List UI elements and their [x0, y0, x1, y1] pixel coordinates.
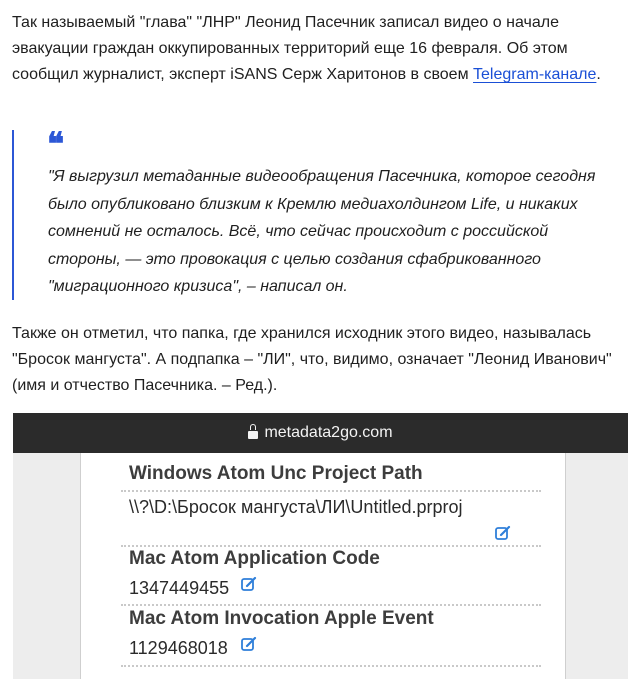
divider: [121, 665, 541, 667]
metadata-card: [80, 453, 566, 679]
telegram-channel-link[interactable]: Telegram-канале: [473, 66, 597, 83]
blockquote: [12, 125, 614, 300]
field-label-unc-path: Windows Atom Unc Project Path: [129, 463, 423, 484]
browser-url-bar: [13, 413, 628, 453]
divider: [121, 545, 541, 547]
intro-text: Так называемый "глава" "ЛНР" Леонид Пасечник записал видео о начале эвакуации граждан оккупированных территорий еще 16 февраля. Об этом сообщил журналист, эксперт iSANS Серж Харитонов в своем: [12, 14, 568, 83]
edit-icon[interactable]: [241, 636, 257, 652]
divider: [121, 490, 541, 492]
edit-icon[interactable]: [241, 576, 257, 592]
article-paragraph-folder: Также он отметил, что папка, где хранился исходник этого видео, называлась "Бросок мангуста". А подпапка – "ЛИ", что, видимо, означает "Леонид Иванович" (имя и отчество Пасечника. – Ред.).: [12, 325, 612, 394]
field-label-app-code: Mac Atom Application Code: [129, 548, 380, 569]
field-value-apple-event: 1129468018: [129, 638, 228, 658]
quote-text: "Я выгрузил метаданные видеообращения Пасечника, которое сегодня было опубликовано близким к Кремлю медиахолдингом Life, и никаких сомнений не осталось. Всё, что сейчас происходит с российской стороны, — это провокация с целью создания сфабрикованного "миграционного кризиса", – написал он.: [48, 168, 596, 295]
edit-icon[interactable]: [495, 525, 511, 541]
quote-mark-icon: ❝: [47, 125, 65, 163]
field-value-unc-path: \\?\D:\Бросок мангуста\ЛИ\Untitled.prproj: [129, 497, 463, 517]
article-paragraph-intro: [12, 10, 634, 88]
field-value-app-code: 1347449455: [129, 578, 230, 598]
embedded-screenshot: [13, 413, 628, 679]
intro-end: .: [596, 66, 601, 83]
lock-icon: [248, 428, 258, 440]
field-label-apple-event: Mac Atom Invocation Apple Event: [129, 608, 434, 629]
url-text: metadata2go.com: [264, 424, 393, 441]
divider: [121, 604, 541, 606]
